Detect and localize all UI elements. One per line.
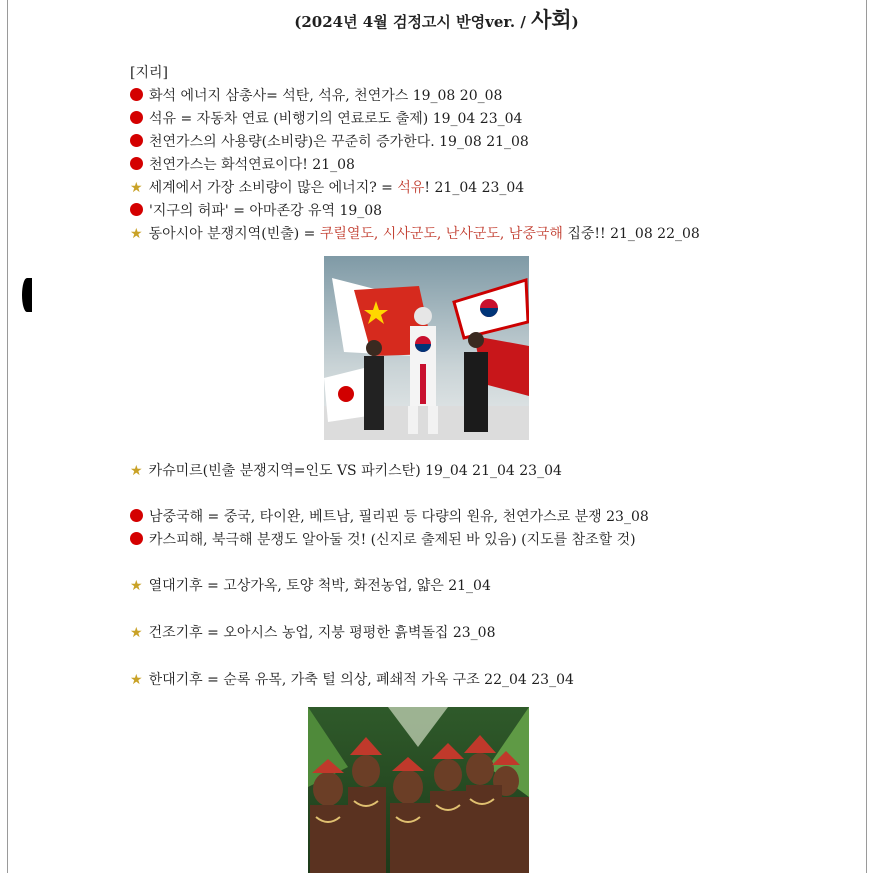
red-dot-icon	[130, 111, 143, 124]
list-item: 남중국해 = 중국, 타이완, 베트남, 필리핀 등 다량의 원유, 천연가스로 분쟁 23_08	[130, 507, 649, 527]
star-icon: ★	[130, 578, 143, 594]
list-item: ★ 열대기후 = 고상가옥, 토양 척박, 화전농업, 얇은 21_04	[130, 578, 491, 594]
red-dot-icon	[130, 203, 143, 216]
page-title	[0, 4, 873, 34]
list-item: '지구의 허파' = 아마존강 유역 19_08	[130, 201, 382, 221]
binder-edge-mark	[22, 278, 32, 312]
page-left-border	[7, 0, 8, 873]
star-icon: ★	[130, 463, 143, 479]
title-suffix: )	[571, 13, 579, 31]
list-item: 천연가스의 사용량(소비량)은 꾸준히 증가한다. 19_08 21_08	[130, 132, 529, 152]
red-dot-icon	[130, 88, 143, 101]
list-item: ★ 카슈미르(빈출 분쟁지역=인도 VS 파키스탄) 19_04 21_04 23_04	[130, 463, 562, 479]
list-item: ★ 한대기후 = 순록 유목, 가축 털 의상, 폐쇄적 가옥 구조 22_04 23_04	[130, 672, 574, 688]
red-dot-icon	[130, 134, 143, 147]
title-prefix: (2024년 4월 검정고시 반영ver. /	[294, 13, 532, 31]
star-icon: ★	[130, 625, 143, 641]
star-icon: ★	[130, 180, 143, 196]
page-right-border	[866, 0, 867, 873]
tribal-people-photo	[308, 707, 529, 873]
star-icon: ★	[130, 672, 143, 688]
red-dot-icon	[130, 532, 143, 545]
title-subject: 사회	[531, 7, 572, 32]
list-item: 카스피해, 북극해 분쟁도 알아둘 것! (신지로 출제된 바 있음) (지도를 참조할 것)	[130, 530, 636, 550]
list-item: ★ 세계에서 가장 소비량이 많은 에너지? = 석유! 21_04 23_04	[130, 180, 525, 196]
red-dot-icon	[130, 509, 143, 522]
list-item: 화석 에너지 삼총사= 석탄, 석유, 천연가스 19_08 20_08	[130, 86, 502, 106]
list-item: ★ 건조기후 = 오아시스 농업, 지붕 평평한 흙벽돌집 23_08	[130, 625, 496, 641]
list-item: 석유 = 자동차 연료 (비행기의 연료로도 출제) 19_04 23_04	[130, 109, 522, 129]
red-dot-icon	[130, 157, 143, 170]
section-heading: [지리]	[130, 65, 168, 81]
star-icon: ★	[130, 226, 143, 242]
list-item: 천연가스는 화석연료이다! 21_08	[130, 155, 355, 175]
list-item: ★ 동아시아 분쟁지역(빈출) = 쿠릴열도, 시사군도, 난사군도, 남중국해 집중!! 21_08 22_08	[130, 226, 700, 242]
flags-illustration	[324, 256, 529, 440]
